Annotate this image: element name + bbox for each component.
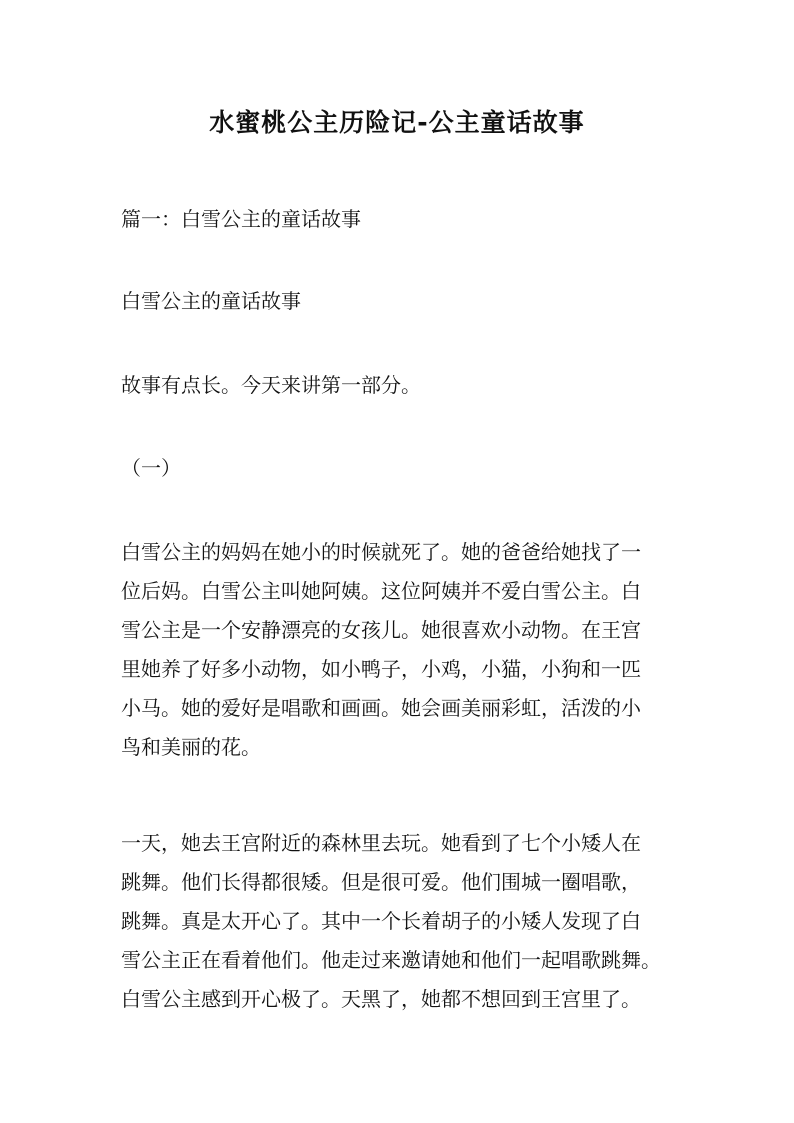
paragraph-line: 小马。她的爱好是唱歌和画画。她会画美丽彩虹，活泼的小 xyxy=(121,696,641,720)
paragraph-line: 一天，她去王宫附近的森林里去玩。她看到了七个小矮人在 xyxy=(121,831,641,855)
paragraph-1 xyxy=(121,533,681,767)
story-title: 白雪公主的童话故事 xyxy=(121,289,301,313)
paragraph-line: 跳舞。真是太开心了。其中一个长着胡子的小矮人发现了白 xyxy=(121,909,641,933)
section-heading: 篇一：白雪公主的童话故事 xyxy=(121,207,361,231)
paragraph-line: 雪公主正在看着他们。他走过来邀请她和他们一起唱歌跳舞。 xyxy=(121,948,661,972)
paragraph-line: 雪公主是一个安静漂亮的女孩儿。她很喜欢小动物。在王宫 xyxy=(121,618,641,642)
paragraph-line: 里她养了好多小动物，如小鸭子，小鸡，小猫，小狗和一匹 xyxy=(121,657,641,681)
paragraph-line: 白雪公主的妈妈在她小的时候就死了。她的爸爸给她找了一 xyxy=(121,540,641,564)
paragraph-line: 鸟和美丽的花。 xyxy=(121,735,261,759)
paragraph-line: 位后妈。白雪公主叫她阿姨。这位阿姨并不爱白雪公主。白 xyxy=(121,579,641,603)
paragraph-2 xyxy=(121,824,681,1019)
intro-text: 故事有点长。今天来讲第一部分。 xyxy=(121,373,421,397)
paragraph-line: 跳舞。他们长得都很矮。但是很可爱。他们围城一圈唱歌， xyxy=(121,870,641,894)
document-title: 水蜜桃公主历险记-公主童话故事 xyxy=(209,108,585,137)
part-marker: （一） xyxy=(121,456,181,480)
paragraph-line: 白雪公主感到开心极了。天黑了，她都不想回到王宫里了。 xyxy=(121,987,641,1011)
